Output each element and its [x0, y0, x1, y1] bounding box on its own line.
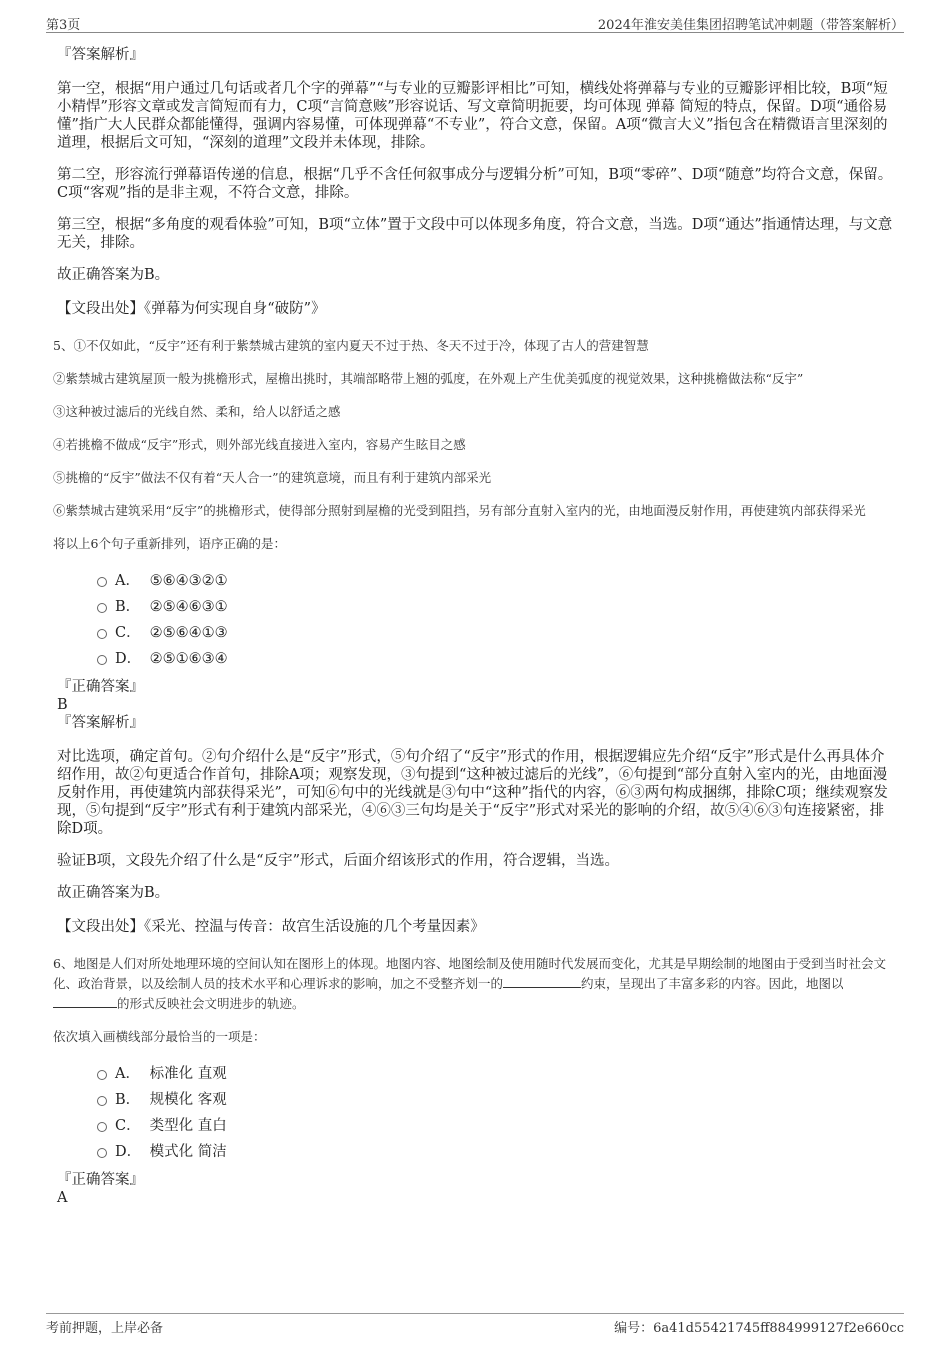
- correct-answer: A: [57, 1190, 68, 1206]
- analysis-conclusion: 故正确答案为B。: [57, 885, 170, 901]
- question-stem: [53, 954, 893, 1014]
- option-letter: D．: [115, 651, 142, 667]
- stem-part-2: 约束，呈现出了丰富多彩的内容。因此，地图以: [581, 976, 844, 991]
- stem-part-3: 的形式反映社会文明进步的轨迹。: [117, 996, 305, 1011]
- option-b[interactable]: [97, 594, 893, 620]
- sentence-2: ②紫禁城古建筑屋顶一般为挑檐形式，屋檐出挑时，其端部略带上翘的弧度，在外观上产生优美弧度的视觉效果，这种挑檐做法称“反宇”: [53, 371, 804, 386]
- option-c[interactable]: [97, 1113, 893, 1139]
- option-letter: C．: [115, 625, 141, 641]
- option-letter: B．: [115, 599, 141, 615]
- sentence-5: ⑤挑檐的“反宇”做法不仅有着“天人合一”的建筑意境，而且有利于建筑内部采光: [53, 470, 492, 485]
- q4-analysis: [57, 46, 893, 318]
- option-text: 类型化 直白: [149, 1118, 227, 1134]
- option-d[interactable]: [97, 1139, 893, 1165]
- document-title: 2024年淮安美佳集团招聘笔试冲刺题（带答案解析）: [597, 18, 904, 33]
- radio-icon[interactable]: [97, 655, 107, 665]
- page-footer: [46, 1313, 904, 1334]
- text-source: 【文段出处】《采光、控温与传音：故宫生活设施的几个考量因素》: [57, 919, 485, 935]
- option-text: ②⑤⑥④①③: [149, 625, 228, 641]
- analysis-paragraph-2: 验证B项，文段先介绍了什么是“反宇”形式，后面介绍该形式的作用，符合逻辑，当选。: [57, 853, 619, 869]
- option-letter: C．: [115, 1118, 141, 1134]
- correct-answer-label: 『正确答案』: [57, 679, 144, 695]
- sentence-4: ④若挑檐不做成“反宇”形式，则外部光线直接进入室内，容易产生眩目之感: [53, 437, 466, 452]
- page-header: [46, 12, 904, 33]
- blank-2: [53, 995, 117, 1008]
- q5-answer: [57, 678, 893, 936]
- blank-1: [503, 975, 581, 988]
- option-letter: B．: [115, 1092, 141, 1108]
- footer-slogan: 考前押题，上岸必备: [46, 1321, 164, 1336]
- analysis-paragraph-1: 第一空，根据“用户通过几句话或者几个字的弹幕”“与专业的豆瓣影评相比”可知，横线处将弹幕与专业的豆瓣影评相比较，B项“短小精悍”形容文章或发言简短而有力，C项“言简意赅”形容说话、写文章简明扼要，均可体现 弹幕 简短的特点，保留。D项“通俗易懂”指广大人民群众都能懂得，强调内容易懂，可体现弹幕“不专业”，符合文意，保留。A项“微言大义”指包含在精微语言里深刻的道理，根据后文可知，“深刻的道理”文段并未体现，排除。: [57, 81, 888, 151]
- radio-icon[interactable]: [97, 603, 107, 613]
- option-d[interactable]: [97, 646, 893, 672]
- radio-icon[interactable]: [97, 1122, 107, 1132]
- q6-answer: [57, 1171, 893, 1207]
- q6-options: [97, 1061, 893, 1165]
- sentence-6: ⑥紫禁城古建筑采用“反宇”的挑檐形式，使得部分照射到屋檐的光受到阻挡，另有部分直射入室内的光，由地面漫反射作用，再使建筑内部获得采光: [53, 503, 866, 518]
- analysis-paragraph-2: 第二空，形容流行弹幕语传递的信息，根据“几乎不含任何叙事成分与逻辑分析”可知，B项“零碎”、D项“随意”均符合文意，保留。C项“客观”指的是非主观，不符合文意，排除。: [57, 167, 893, 201]
- sentence-3: ③这种被过滤后的光线自然、柔和，给人以舒适之感: [53, 404, 341, 419]
- stem-part-1: 6、地图是人们对所处地理环境的空间认知在图形上的体现。地图内容、地图绘制及使用随时代发展而变化，尤其是早期绘制的地图由于受到当时社会文化、政治背景，以及绘制人员的技术水平和心理诉求的影响，加之不受整齐划一的: [53, 956, 886, 991]
- page-number: 第3页: [46, 18, 81, 33]
- question-5: [53, 336, 893, 554]
- option-text: 规模化 客观: [149, 1092, 227, 1108]
- analysis-label: 『答案解析』: [57, 715, 144, 731]
- analysis-paragraph-3: 第三空，根据“多角度的观看体验”可知，B项“立体”置于文段中可以体现多角度，符合文意，当选。D项“通达”指通情达理，与文意无关，排除。: [57, 217, 893, 251]
- radio-icon[interactable]: [97, 1148, 107, 1158]
- option-text: 模式化 简洁: [149, 1144, 227, 1160]
- option-text: 标准化 直观: [149, 1066, 227, 1082]
- page-content: [53, 46, 893, 1207]
- text-source: 【文段出处】《弹幕为何实现自身“破防”》: [57, 301, 326, 317]
- option-text: ②⑤④⑥③①: [149, 599, 228, 615]
- option-letter: A．: [115, 1066, 140, 1082]
- radio-icon[interactable]: [97, 629, 107, 639]
- q5-options: [97, 568, 893, 672]
- sentence-1: 5、①不仅如此，“反宇”还有利于紫禁城古建筑的室内夏天不过于热、冬天不过于冷，体现了古人的营建智慧: [53, 338, 649, 353]
- analysis-conclusion: 故正确答案为B。: [57, 267, 170, 283]
- analysis-label: 『答案解析』: [57, 47, 144, 63]
- correct-answer-label: 『正确答案』: [57, 1172, 144, 1188]
- option-letter: D．: [115, 1144, 142, 1160]
- radio-icon[interactable]: [97, 1070, 107, 1080]
- radio-icon[interactable]: [97, 577, 107, 587]
- question-prompt: 依次填入画横线部分最恰当的一项是：: [53, 1029, 266, 1044]
- option-text: ⑤⑥④③②①: [149, 573, 228, 589]
- question-6: [53, 954, 893, 1047]
- question-prompt: 将以上6个句子重新排列，语序正确的是：: [53, 536, 286, 551]
- correct-answer: B: [57, 697, 68, 713]
- analysis-paragraph-1: 对比选项，确定首句。②句介绍什么是“反宇”形式，⑤句介绍了“反宇”形式的作用，根据逻辑应先介绍“反宇”形式是什么再具体介绍作用，故②句更适合作首句，排除A项；观察发现，③句提到“这种被过滤后的光线”，⑥句提到“部分直射入室内的光，由地面漫反射作用，再使建筑内部获得采光”，可知⑥句中的光线就是③句中“这种”指代的内容，⑥③两句构成捆绑，排除C项；继续观察发现，⑤句提到“反宇”形式有利于建筑内部采光，④⑥③三句均是关于“反宇”形式对采光的影响的介绍，故⑤④⑥③句连接紧密，排除D项。: [57, 749, 888, 837]
- option-a[interactable]: [97, 1061, 893, 1087]
- option-a[interactable]: [97, 568, 893, 594]
- option-c[interactable]: [97, 620, 893, 646]
- document-code: 编号：6a41d55421745ff884999127f2e660cc: [614, 1321, 904, 1336]
- option-text: ②⑤①⑥③④: [149, 651, 228, 667]
- option-letter: A．: [115, 573, 140, 589]
- option-b[interactable]: [97, 1087, 893, 1113]
- radio-icon[interactable]: [97, 1096, 107, 1106]
